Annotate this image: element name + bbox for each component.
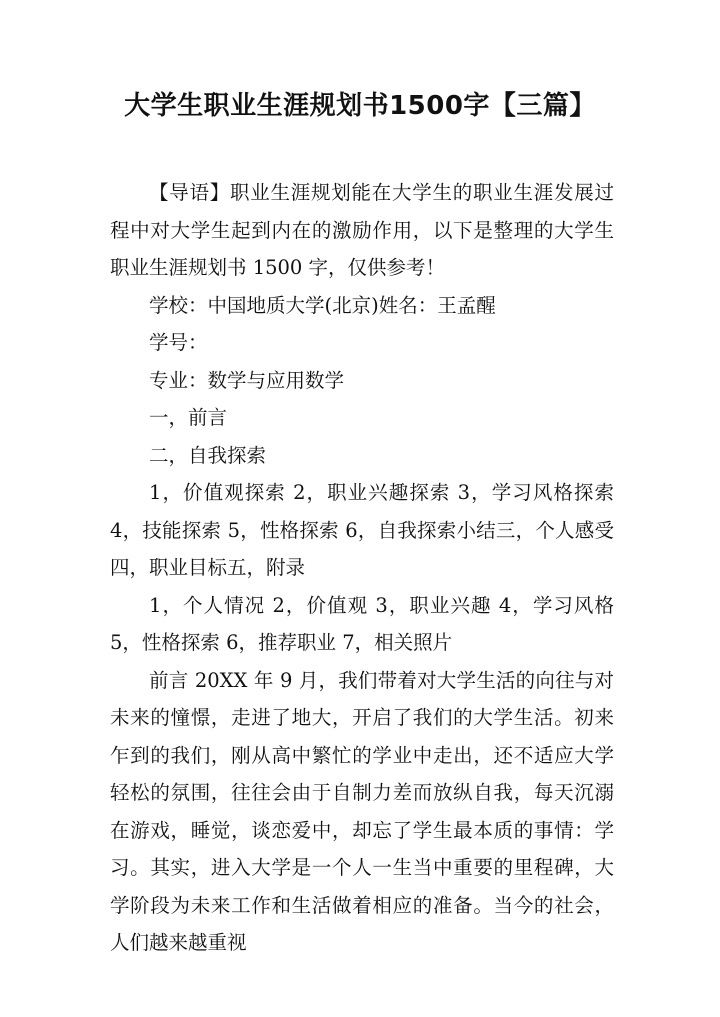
student-id-line: 学号：	[149, 331, 208, 354]
appendix-outline-paragraph: 1，个人情况 2，价值观 3，职业兴趣 4，学习风格 5，性格探索 6，推荐职业 7，相关照片	[110, 593, 614, 654]
outline-paragraph: 1，价值观探索 2，职业兴趣探索 3，学习风格探索 4，技能探索 5，性格探索 6，自我探索小结三，个人感受四，职业目标五，附录	[110, 481, 614, 579]
school-name-line: 学校：中国地质大学(北京)姓名：王孟醒	[149, 293, 496, 317]
section-heading-preface: 一，前言	[149, 406, 228, 429]
preface-paragraph: 前言 20XX 年 9 月，我们带着对大学生活的向往与对未来的憧憬，走进了地大，开启了我们的大学生活。初来乍到的我们，刚从高中繁忙的学业中走出，还不适应大学轻松的氛围，往往会由于自制力差而放纵自我，每天沉溺在游戏，睡觉，谈恋爱中，却忘了学生最本质的事情：学习。其实，进入大学是一个人一生当中重要的里程碑，大学阶段为未来工作和生活做着相应的准备。当今的社会，人们越来越重视	[110, 668, 614, 954]
major-line: 专业：数学与应用数学	[149, 368, 345, 392]
section-heading-self-exploration: 二，自我探索	[149, 443, 267, 467]
document-body	[110, 174, 614, 962]
intro-paragraph: 【导语】职业生涯规划能在大学生的职业生涯发展过程中对大学生起到内在的激励作用，以下是整理的大学生职业生涯规划书 1500 字，仅供参考！	[110, 181, 614, 279]
document-title: 大学生职业生涯规划书1500字【三篇】	[124, 91, 596, 121]
